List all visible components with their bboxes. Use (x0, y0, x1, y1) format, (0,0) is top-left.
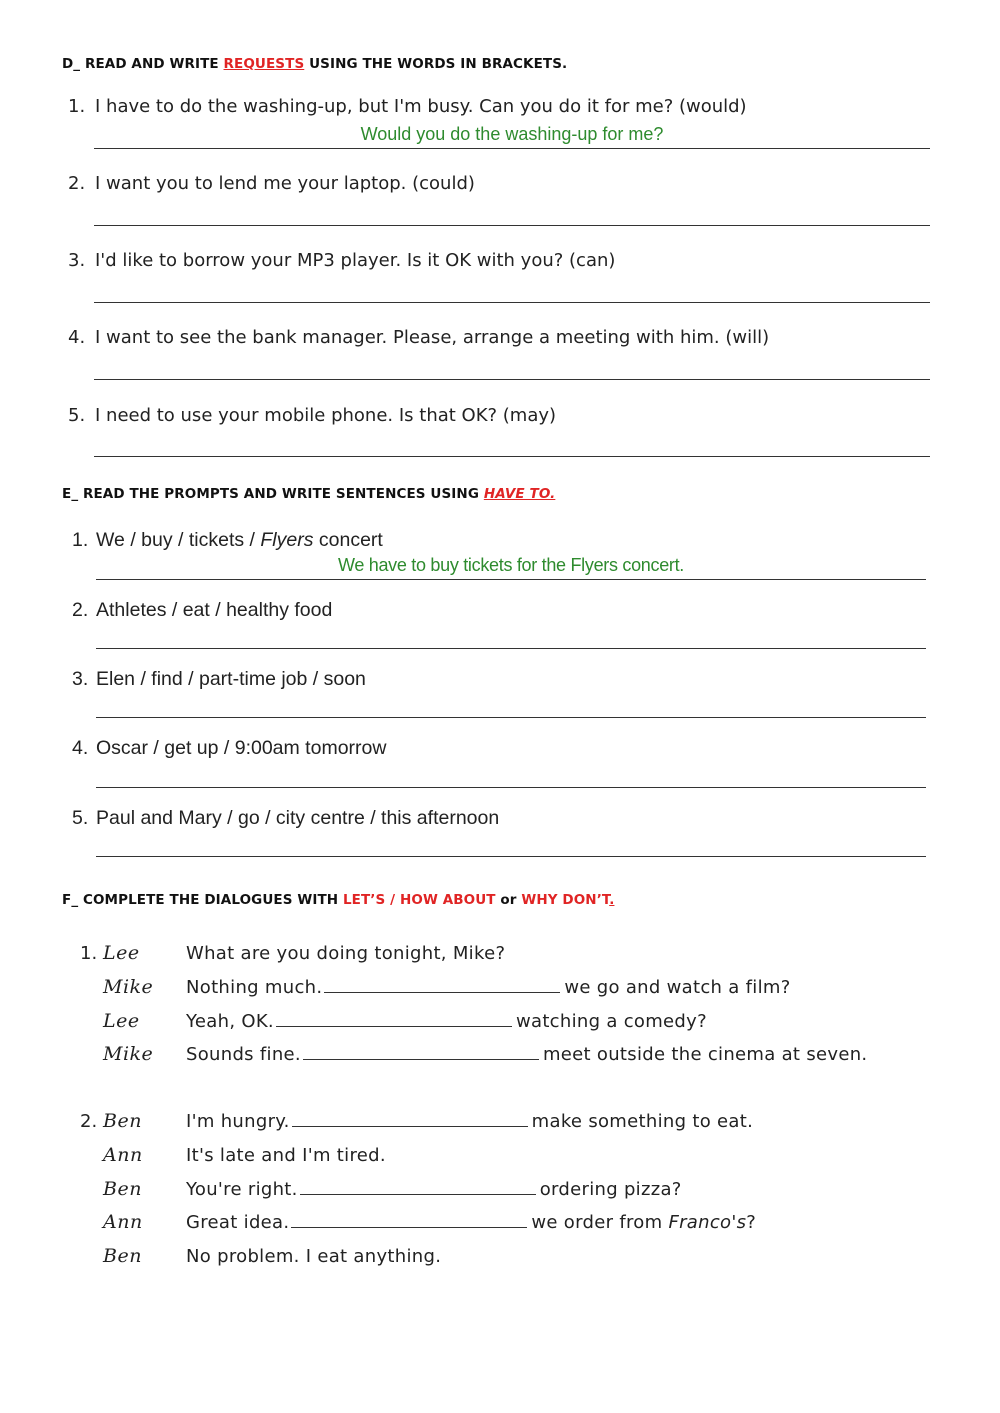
dialogue-text-after: we go and watch a film? (564, 977, 791, 998)
d-question-text: I want you to lend me your laptop. (could) (95, 173, 475, 194)
dialogue-speaker: Ben (103, 1245, 142, 1267)
dialogue-text: Nothing much. (186, 977, 323, 998)
e-question-5 (72, 807, 499, 830)
e-question-number: 1. (72, 529, 89, 551)
d-question-text: I need to use your mobile phone. Is that OK? (may) (95, 405, 557, 426)
dialogue-blank[interactable] (303, 1045, 539, 1060)
dialogue-blank[interactable] (324, 978, 560, 993)
dialogue-line (186, 1179, 682, 1200)
d-answer-line-3[interactable] (94, 302, 930, 303)
dialogue-speaker: Ben (103, 1178, 142, 1200)
d-answer-1: Would you do the washing-up for me? (360, 124, 664, 144)
dialogue-text-after: we order from (531, 1212, 669, 1233)
dialogue-line (186, 1145, 386, 1166)
section-f-heading-red2: WHY DON’T (521, 892, 610, 908)
dialogue-text-after: ordering pizza? (539, 1179, 682, 1200)
dialogue-text: It's late and I'm tired. (186, 1145, 386, 1166)
dialogue-line (186, 943, 505, 964)
dialogue-blank[interactable] (292, 1112, 528, 1127)
dialogue-line (186, 1111, 753, 1132)
d-question-5 (68, 405, 556, 426)
d-answer-line-2[interactable] (94, 225, 930, 226)
dialogue-speaker: Ann (103, 1211, 143, 1233)
e-question-3 (72, 668, 366, 691)
section-e-heading (62, 486, 555, 502)
dialogue-text-italic: Franco's (668, 1212, 747, 1233)
dialogue-1-number: 1. (80, 943, 98, 964)
section-d-heading-suffix: USING THE WORDS IN BRACKETS. (304, 56, 568, 72)
e-question-post: concert (313, 529, 383, 551)
dialogue-line (186, 977, 791, 998)
d-question-number: 4. (68, 327, 86, 348)
dialogue-speaker: Mike (103, 1043, 154, 1065)
section-f-heading (62, 892, 614, 908)
dialogue-text-after: meet outside the cinema at seven. (542, 1044, 868, 1065)
section-e-heading-highlight: HAVE TO. (483, 486, 556, 502)
e-question-italic: Flyers (260, 529, 314, 551)
dialogue-blank[interactable] (276, 1012, 512, 1027)
d-answer-line-5[interactable] (94, 456, 930, 457)
d-question-number: 2. (68, 173, 86, 194)
d-question-text: I'd like to borrow your MP3 player. Is it OK with you? (can) (95, 250, 616, 271)
e-answer-line-5[interactable] (96, 856, 926, 857)
e-question-number: 5. (72, 807, 89, 829)
e-answer-1: We have to buy tickets for the Flyers concert. (337, 555, 685, 575)
e-question-number: 4. (72, 737, 89, 759)
d-question-text: I have to do the washing-up, but I'm busy. Can you do it for me? (would) (95, 96, 747, 117)
section-d-heading (62, 56, 567, 72)
e-question-number: 3. (72, 668, 89, 690)
e-question-text: Athletes / eat / healthy food (96, 599, 333, 621)
dialogue-text: What are you doing tonight, Mike? (186, 943, 506, 964)
e-answer-line-1[interactable] (96, 579, 926, 580)
d-question-text: I want to see the bank manager. Please, arrange a meeting with him. (will) (95, 327, 770, 348)
dialogue-blank[interactable] (300, 1180, 536, 1195)
d-question-number: 5. (68, 405, 86, 426)
d-question-2 (68, 173, 475, 194)
e-question-text: Elen / find / part-time job / soon (96, 668, 366, 690)
d-question-1 (68, 96, 747, 117)
dialogue-line (186, 1212, 756, 1233)
dialogue-text: Great idea. (186, 1212, 290, 1233)
dialogue-text: Yeah, OK. (186, 1011, 274, 1032)
section-f-heading-prefix: F_ COMPLETE THE DIALOGUES WITH (62, 892, 343, 908)
dialogue-text: You're right. (186, 1179, 298, 1200)
dialogue-speaker: Mike (103, 976, 154, 998)
dialogue-speaker: Ann (103, 1144, 143, 1166)
section-d-heading-highlight: REQUESTS (223, 56, 305, 72)
section-e-heading-prefix: E_ READ THE PROMPTS AND WRITE SENTENCES USING (62, 486, 484, 502)
e-question-4 (72, 737, 386, 760)
e-answer-line-2[interactable] (96, 648, 926, 649)
dialogue-line (186, 1044, 867, 1065)
dialogue-line (186, 1246, 441, 1267)
d-question-number: 3. (68, 250, 86, 271)
section-d-heading-prefix: D_ READ AND WRITE (62, 56, 224, 72)
dialogue-speaker: Ben (103, 1110, 142, 1132)
section-f-heading-dot: . (609, 892, 615, 908)
d-question-number: 1. (68, 96, 86, 117)
e-answer-line-3[interactable] (96, 717, 926, 718)
e-question-2 (72, 599, 332, 622)
dialogue-text-after: watching a comedy? (515, 1011, 707, 1032)
dialogue-text: No problem. I eat anything. (186, 1246, 442, 1267)
d-answer-line-4[interactable] (94, 379, 930, 380)
e-question-1 (72, 529, 383, 552)
dialogue-text-after: make something to eat. (531, 1111, 754, 1132)
dialogue-2-number: 2. (80, 1111, 98, 1132)
e-answer-line-4[interactable] (96, 787, 926, 788)
e-question-text: We / buy / tickets / (96, 529, 261, 551)
d-answer-line-1[interactable] (94, 148, 930, 149)
dialogue-speaker: Lee (103, 942, 140, 964)
dialogue-speaker: Lee (103, 1010, 140, 1032)
dialogue-text: I'm hungry. (186, 1111, 290, 1132)
e-question-text: Oscar / get up / 9:00am tomorrow (96, 737, 387, 759)
dialogue-blank[interactable] (291, 1213, 527, 1228)
section-f-heading-red1: LET’S / HOW ABOUT (342, 892, 496, 908)
d-question-3 (68, 250, 615, 271)
dialogue-text-end: ? (746, 1212, 757, 1233)
section-f-heading-mid: or (495, 892, 522, 908)
dialogue-line (186, 1011, 707, 1032)
e-question-text: Paul and Mary / go / city centre / this afternoon (96, 807, 500, 829)
dialogue-text: Sounds fine. (186, 1044, 301, 1065)
d-question-4 (68, 327, 769, 348)
e-question-number: 2. (72, 599, 89, 621)
